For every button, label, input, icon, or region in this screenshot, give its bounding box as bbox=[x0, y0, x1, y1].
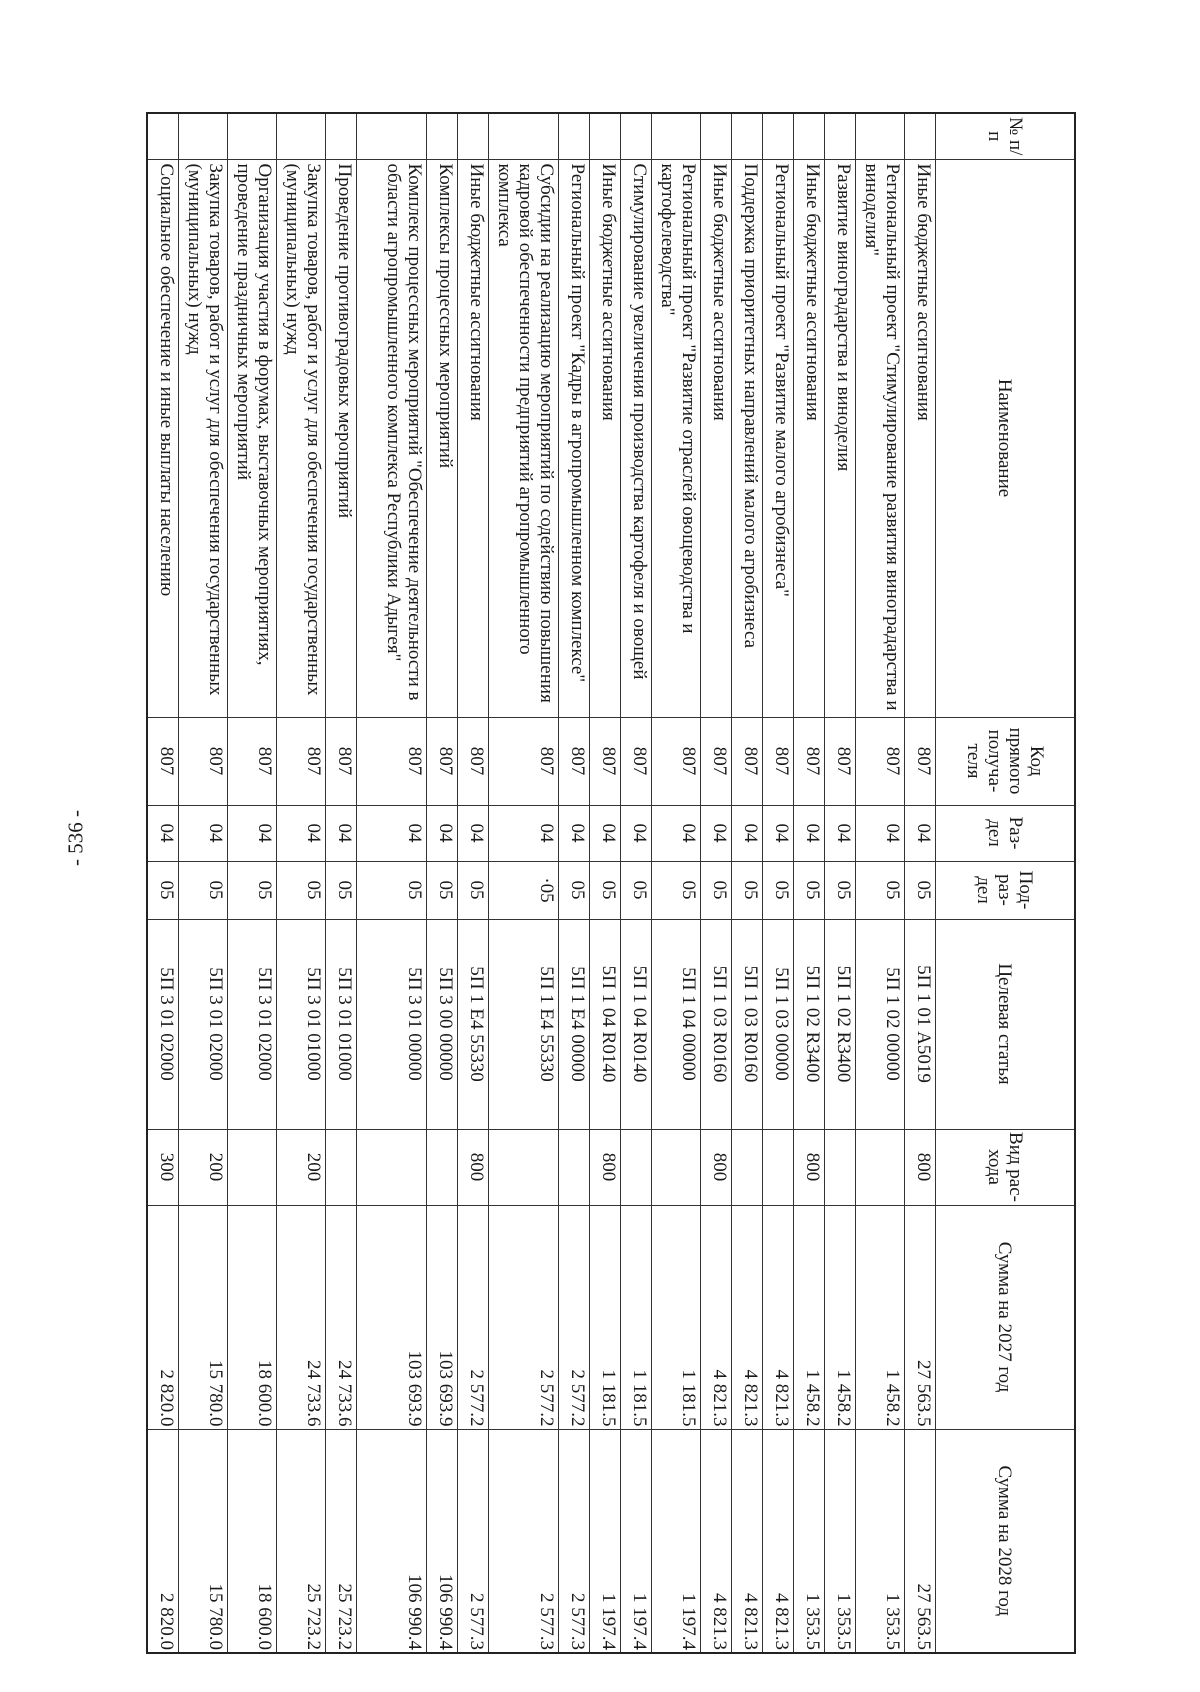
row-expense-kind bbox=[621, 1129, 652, 1205]
row-sum-2027: 1 181.5 bbox=[621, 1205, 652, 1429]
row-name: Закупка товаров, работ и услуг для обеспечения государственных (муниципальных) нужд bbox=[277, 159, 326, 717]
row-expense-kind: 200 bbox=[179, 1129, 228, 1205]
row-subsection: 05 bbox=[427, 861, 458, 919]
row-expense-kind bbox=[489, 1129, 559, 1205]
row-target-article: 5П 1 04 R0140 bbox=[621, 919, 652, 1129]
row-sum-2028: 15 780.0 bbox=[179, 1429, 228, 1653]
row-section: 04 bbox=[357, 805, 427, 861]
row-target-article: 5П 1 01 A5019 bbox=[905, 919, 936, 1129]
row-number bbox=[763, 113, 794, 159]
row-section: 04 bbox=[179, 805, 228, 861]
table-row bbox=[825, 113, 856, 1653]
row-expense-kind bbox=[228, 1129, 277, 1205]
table-row bbox=[228, 113, 277, 1653]
row-target-article: 5П 1 E4 00000 bbox=[559, 919, 590, 1129]
row-subsection: 05 bbox=[794, 861, 825, 919]
table-row bbox=[652, 113, 701, 1653]
row-recipient-code: 807 bbox=[427, 717, 458, 805]
page-number: - 536 - bbox=[63, 810, 88, 866]
row-number bbox=[825, 113, 856, 159]
table-row bbox=[357, 113, 427, 1653]
row-section: 04 bbox=[590, 805, 621, 861]
row-subsection: 05 bbox=[732, 861, 763, 919]
row-target-article: 5П 1 02 00000 bbox=[856, 919, 905, 1129]
table-row bbox=[427, 113, 458, 1653]
row-sum-2027: 4 821.3 bbox=[701, 1205, 732, 1429]
row-recipient-code: 807 bbox=[701, 717, 732, 805]
table-row bbox=[148, 113, 179, 1653]
row-sum-2027: 2 577.2 bbox=[559, 1205, 590, 1429]
row-name: Закупка товаров, работ и услуг для обеспечения государственных (муниципальных) нужд bbox=[179, 159, 228, 717]
row-recipient-code: 807 bbox=[621, 717, 652, 805]
row-recipient-code: 807 bbox=[652, 717, 701, 805]
row-sum-2028: 106 990.4 bbox=[427, 1429, 458, 1653]
row-target-article: 5П 3 01 01000 bbox=[326, 919, 357, 1129]
header-name: Наименование bbox=[936, 159, 1076, 717]
row-name: Региональный проект "Кадры в агропромышленном комплексе" bbox=[559, 159, 590, 717]
row-section: 04 bbox=[794, 805, 825, 861]
row-section: 04 bbox=[148, 805, 179, 861]
row-expense-kind: 800 bbox=[905, 1129, 936, 1205]
row-recipient-code: 807 bbox=[277, 717, 326, 805]
row-name: Субсидии на реализацию мероприятий по содействию повышения кадровой обеспеченности предприятий агропромышленного комплекса bbox=[489, 159, 559, 717]
row-number bbox=[905, 113, 936, 159]
row-sum-2028: 2 577.3 bbox=[559, 1429, 590, 1653]
row-recipient-code: 807 bbox=[905, 717, 936, 805]
row-expense-kind bbox=[559, 1129, 590, 1205]
row-expense-kind bbox=[326, 1129, 357, 1205]
row-number bbox=[621, 113, 652, 159]
row-target-article: 5П 3 01 02000 bbox=[228, 919, 277, 1129]
row-target-article: 5П 1 03 00000 bbox=[763, 919, 794, 1129]
row-number bbox=[794, 113, 825, 159]
row-section: 04 bbox=[652, 805, 701, 861]
row-section: 04 bbox=[277, 805, 326, 861]
row-sum-2027: 4 821.3 bbox=[732, 1205, 763, 1429]
table-body bbox=[148, 113, 936, 1653]
row-subsection: 05 bbox=[905, 861, 936, 919]
row-recipient-code: 807 bbox=[794, 717, 825, 805]
row-section: 04 bbox=[228, 805, 277, 861]
row-subsection: 05 bbox=[148, 861, 179, 919]
row-number bbox=[856, 113, 905, 159]
row-subsection: 05 bbox=[590, 861, 621, 919]
row-name: Региональный проект "Развитие малого агробизнеса" bbox=[763, 159, 794, 717]
row-sum-2028: 4 821.3 bbox=[763, 1429, 794, 1653]
row-section: 04 bbox=[458, 805, 489, 861]
row-number bbox=[559, 113, 590, 159]
table-row bbox=[701, 113, 732, 1653]
row-sum-2027: 2 820.0 bbox=[148, 1205, 179, 1429]
row-sum-2027: 27 563.5 bbox=[905, 1205, 936, 1429]
row-expense-kind bbox=[732, 1129, 763, 1205]
row-target-article: 5П 3 01 02000 bbox=[148, 919, 179, 1129]
row-subsection: 05 bbox=[179, 861, 228, 919]
row-subsection: 05 bbox=[357, 861, 427, 919]
row-subsection: ·05 bbox=[489, 861, 559, 919]
header-sum-2028: Сумма на 2028 год bbox=[936, 1429, 1076, 1653]
row-name: Региональный проект "Стимулирование развития виноградарства и виноделия" bbox=[856, 159, 905, 717]
row-expense-kind bbox=[357, 1129, 427, 1205]
row-sum-2028: 18 600.0 bbox=[228, 1429, 277, 1653]
row-subsection: 05 bbox=[652, 861, 701, 919]
row-number bbox=[357, 113, 427, 159]
row-recipient-code: 807 bbox=[590, 717, 621, 805]
row-section: 04 bbox=[905, 805, 936, 861]
row-sum-2027: 4 821.3 bbox=[763, 1205, 794, 1429]
row-sum-2027: 103 693.9 bbox=[357, 1205, 427, 1429]
row-name: Иные бюджетные ассигнования bbox=[458, 159, 489, 717]
row-expense-kind bbox=[763, 1129, 794, 1205]
row-sum-2028: 25 723.2 bbox=[277, 1429, 326, 1653]
row-sum-2028: 1 353.5 bbox=[856, 1429, 905, 1653]
row-sum-2027: 1 458.2 bbox=[856, 1205, 905, 1429]
row-number bbox=[590, 113, 621, 159]
row-recipient-code: 807 bbox=[357, 717, 427, 805]
row-sum-2028: 1 197.4 bbox=[621, 1429, 652, 1653]
row-target-article: 5П 1 03 R0160 bbox=[732, 919, 763, 1129]
row-name: Иные бюджетные ассигнования bbox=[905, 159, 936, 717]
row-subsection: 05 bbox=[763, 861, 794, 919]
row-number bbox=[732, 113, 763, 159]
header-kind: Вид рас- хода bbox=[936, 1129, 1076, 1205]
row-recipient-code: 807 bbox=[458, 717, 489, 805]
row-target-article: 5П 3 00 00000 bbox=[427, 919, 458, 1129]
table-row bbox=[856, 113, 905, 1653]
row-sum-2027: 24 733.6 bbox=[326, 1205, 357, 1429]
row-sum-2027: 1 458.2 bbox=[794, 1205, 825, 1429]
table-row bbox=[794, 113, 825, 1653]
row-expense-kind bbox=[825, 1129, 856, 1205]
table-row bbox=[326, 113, 357, 1653]
row-sum-2028: 106 990.4 bbox=[357, 1429, 427, 1653]
row-expense-kind: 800 bbox=[458, 1129, 489, 1205]
row-recipient-code: 807 bbox=[179, 717, 228, 805]
row-section: 04 bbox=[427, 805, 458, 861]
row-sum-2027: 15 780.0 bbox=[179, 1205, 228, 1429]
row-target-article: 5П 3 01 02000 bbox=[179, 919, 228, 1129]
row-section: 04 bbox=[559, 805, 590, 861]
row-expense-kind: 800 bbox=[590, 1129, 621, 1205]
row-name: Региональный проект "Развитие отраслей овощеводства и картофелеводства" bbox=[652, 159, 701, 717]
row-name: Стимулирование увеличения производства картофеля и овощей bbox=[621, 159, 652, 717]
table-row bbox=[489, 113, 559, 1653]
row-target-article: 5П 1 04 R0140 bbox=[590, 919, 621, 1129]
row-subsection: 05 bbox=[825, 861, 856, 919]
row-target-article: 5П 1 03 R0160 bbox=[701, 919, 732, 1129]
row-expense-kind: 800 bbox=[701, 1129, 732, 1205]
row-number bbox=[228, 113, 277, 159]
header-sum-2027: Сумма на 2027 год bbox=[936, 1205, 1076, 1429]
row-sum-2028: 2 820.0 bbox=[148, 1429, 179, 1653]
row-sum-2028: 1 353.5 bbox=[825, 1429, 856, 1653]
row-sum-2027: 18 600.0 bbox=[228, 1205, 277, 1429]
row-number bbox=[277, 113, 326, 159]
row-sum-2028: 1 197.4 bbox=[590, 1429, 621, 1653]
row-name: Комплексы процессных мероприятий bbox=[427, 159, 458, 717]
row-expense-kind: 800 bbox=[794, 1129, 825, 1205]
row-sum-2028: 1 353.5 bbox=[794, 1429, 825, 1653]
row-number bbox=[148, 113, 179, 159]
row-section: 04 bbox=[763, 805, 794, 861]
row-name: Проведение противоградовых мероприятий bbox=[326, 159, 357, 717]
row-subsection: 05 bbox=[701, 861, 732, 919]
row-expense-kind: 300 bbox=[148, 1129, 179, 1205]
row-section: 04 bbox=[701, 805, 732, 861]
row-sum-2027: 103 693.9 bbox=[427, 1205, 458, 1429]
row-recipient-code: 807 bbox=[732, 717, 763, 805]
row-sum-2028: 2 577.3 bbox=[458, 1429, 489, 1653]
row-section: 04 bbox=[825, 805, 856, 861]
row-sum-2028: 2 577.3 bbox=[489, 1429, 559, 1653]
row-target-article: 5П 3 01 01000 bbox=[277, 919, 326, 1129]
table-row bbox=[559, 113, 590, 1653]
row-subsection: 05 bbox=[559, 861, 590, 919]
row-subsection: 05 bbox=[621, 861, 652, 919]
row-recipient-code: 807 bbox=[559, 717, 590, 805]
table-row bbox=[732, 113, 763, 1653]
row-sum-2027: 1 181.5 bbox=[590, 1205, 621, 1429]
table-row bbox=[621, 113, 652, 1653]
header-code: Код прямого получа- теля bbox=[936, 717, 1076, 805]
row-sum-2027: 2 577.2 bbox=[489, 1205, 559, 1429]
row-recipient-code: 807 bbox=[326, 717, 357, 805]
row-expense-kind bbox=[856, 1129, 905, 1205]
row-expense-kind bbox=[427, 1129, 458, 1205]
row-subsection: 05 bbox=[458, 861, 489, 919]
row-expense-kind bbox=[652, 1129, 701, 1205]
row-name: Комплекс процессных мероприятий "Обеспечение деятельности в области агропромышленного комплекса Республики Адыгея" bbox=[357, 159, 427, 717]
row-name: Организация участия в форумах, выставочных мероприятиях, проведение праздничных мероприятий bbox=[228, 159, 277, 717]
row-sum-2028: 4 821.3 bbox=[701, 1429, 732, 1653]
row-number bbox=[179, 113, 228, 159]
header-section: Раз- дел bbox=[936, 805, 1076, 861]
row-sum-2027: 1 181.5 bbox=[652, 1205, 701, 1429]
row-target-article: 5П 1 E4 55330 bbox=[458, 919, 489, 1129]
row-sum-2028: 27 563.5 bbox=[905, 1429, 936, 1653]
row-recipient-code: 807 bbox=[228, 717, 277, 805]
row-subsection: 05 bbox=[856, 861, 905, 919]
row-name: Иные бюджетные ассигнования bbox=[701, 159, 732, 717]
row-name: Иные бюджетные ассигнования bbox=[590, 159, 621, 717]
row-number bbox=[427, 113, 458, 159]
row-expense-kind: 200 bbox=[277, 1129, 326, 1205]
table-row bbox=[458, 113, 489, 1653]
row-number bbox=[326, 113, 357, 159]
row-recipient-code: 807 bbox=[825, 717, 856, 805]
row-number bbox=[652, 113, 701, 159]
header-num: № п/п bbox=[936, 113, 1076, 159]
row-name: Развитие виноградарства и виноделия bbox=[825, 159, 856, 717]
row-target-article: 5П 1 04 00000 bbox=[652, 919, 701, 1129]
header-subsection: Под- раз- дел bbox=[936, 861, 1076, 919]
row-name: Социальное обеспечение и иные выплаты населению bbox=[148, 159, 179, 717]
row-section: 04 bbox=[621, 805, 652, 861]
row-number bbox=[701, 113, 732, 159]
row-section: 04 bbox=[856, 805, 905, 861]
rotated-page-content bbox=[126, 112, 1076, 1652]
row-sum-2028: 25 723.2 bbox=[326, 1429, 357, 1653]
row-number bbox=[489, 113, 559, 159]
row-recipient-code: 807 bbox=[489, 717, 559, 805]
row-sum-2027: 2 577.2 bbox=[458, 1205, 489, 1429]
row-recipient-code: 807 bbox=[856, 717, 905, 805]
table-row bbox=[763, 113, 794, 1653]
row-target-article: 5П 1 E4 55330 bbox=[489, 919, 559, 1129]
row-sum-2027: 24 733.6 bbox=[277, 1205, 326, 1429]
row-name: Поддержка приоритетных направлений малого агробизнеса bbox=[732, 159, 763, 717]
row-sum-2028: 1 197.4 bbox=[652, 1429, 701, 1653]
table-row bbox=[179, 113, 228, 1653]
row-section: 04 bbox=[732, 805, 763, 861]
table-row bbox=[590, 113, 621, 1653]
row-recipient-code: 807 bbox=[763, 717, 794, 805]
row-number bbox=[458, 113, 489, 159]
row-subsection: 05 bbox=[277, 861, 326, 919]
budget-table bbox=[147, 112, 1077, 1654]
table-header bbox=[936, 113, 1076, 1653]
row-target-article: 5П 1 02 R3400 bbox=[825, 919, 856, 1129]
row-target-article: 5П 1 02 R3400 bbox=[794, 919, 825, 1129]
row-section: 04 bbox=[326, 805, 357, 861]
header-target: Целевая статья bbox=[936, 919, 1076, 1129]
row-section: 04 bbox=[489, 805, 559, 861]
row-subsection: 05 bbox=[228, 861, 277, 919]
table-row bbox=[905, 113, 936, 1653]
row-subsection: 05 bbox=[326, 861, 357, 919]
row-sum-2028: 4 821.3 bbox=[732, 1429, 763, 1653]
row-sum-2027: 1 458.2 bbox=[825, 1205, 856, 1429]
row-target-article: 5П 3 01 00000 bbox=[357, 919, 427, 1129]
row-recipient-code: 807 bbox=[148, 717, 179, 805]
row-name: Иные бюджетные ассигнования bbox=[794, 159, 825, 717]
table-row bbox=[277, 113, 326, 1653]
